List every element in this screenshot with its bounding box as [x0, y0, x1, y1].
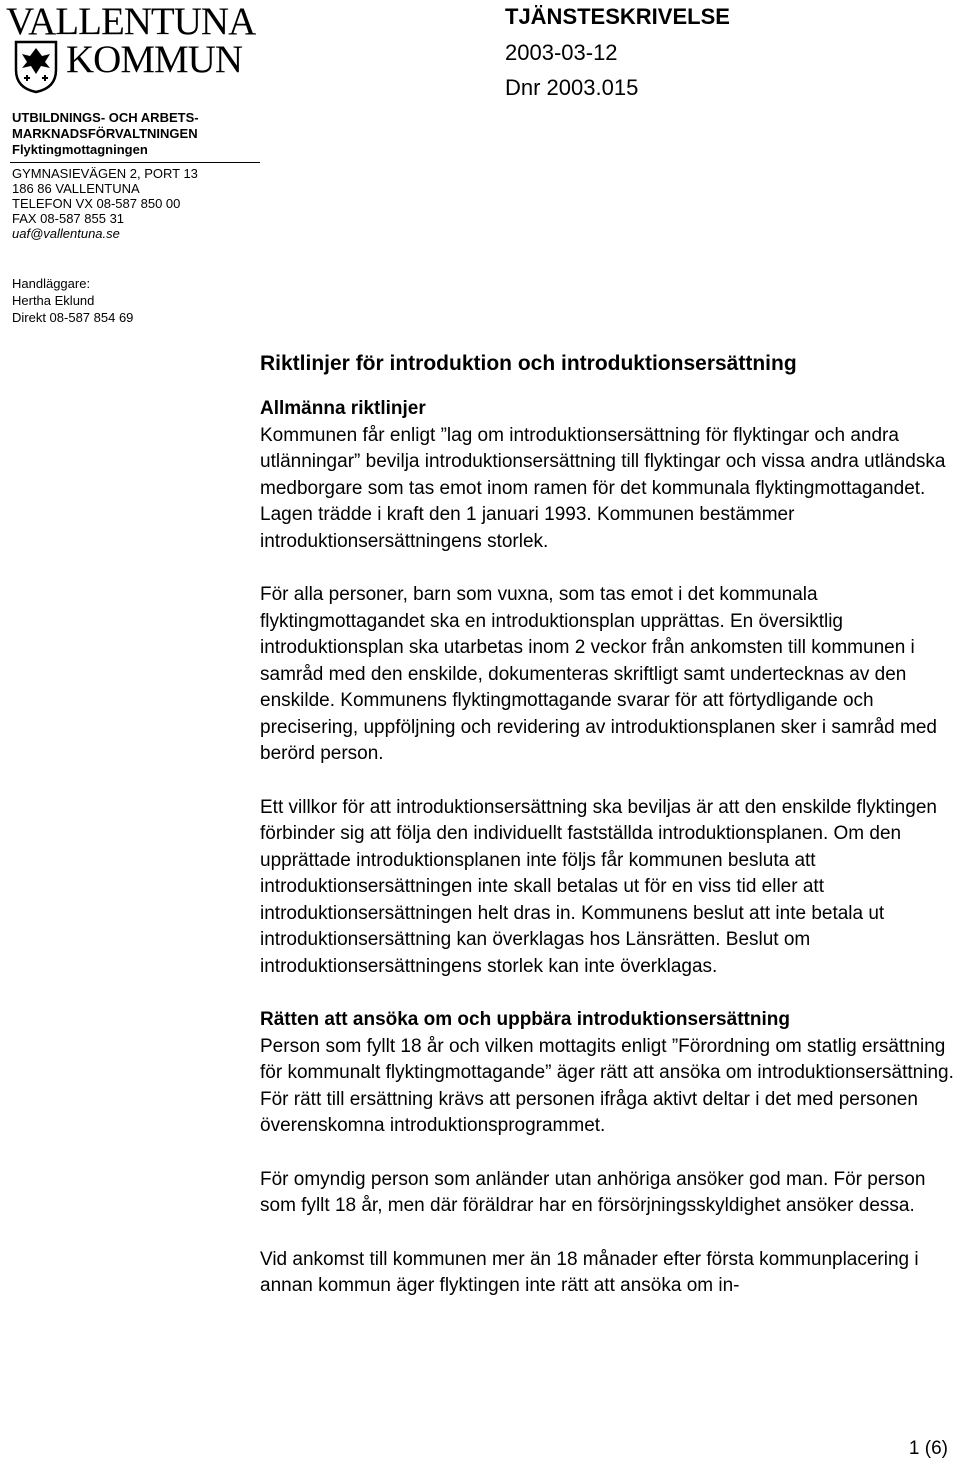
org-line-1: UTBILDNINGS- OCH ARBETS-	[12, 110, 199, 125]
handler-name: Hertha Eklund	[12, 293, 95, 308]
address-line-1: GYMNASIEVÄGEN 2, PORT 13	[12, 166, 198, 181]
document-reference-number: Dnr 2003.015	[505, 75, 639, 100]
address-line-4: FAX 08-587 855 31	[12, 211, 125, 226]
org-line-2: MARKNADSFÖRVALTNINGEN	[12, 126, 198, 141]
document-body	[260, 350, 960, 1300]
organization-block	[12, 110, 199, 158]
paragraph: För omyndig person som anländer utan anhöriga ansöker god man. För person som fyllt 18 år, men där föräldrar har en försörjningsskyldighet ansöker dessa.	[260, 1168, 926, 1216]
address-line-2: 186 86 VALLENTUNA	[12, 181, 140, 196]
paragraph: Kommunen får enligt ”lag om introduktionsersättning för flyktingar och andra utlänningar” bevilja introduktionsersättning till flyktingar och vissa andra utländska medborgare som tas emot inom ramen för det kommunala flyktingmottagandet. Lagen trädde i kraft den 1 januari 1993. Kommunen bestämmer introduktionsersättningens storlek.	[260, 424, 946, 552]
handler-block	[12, 275, 133, 326]
coat-of-arms-icon	[14, 40, 58, 94]
document-type: TJÄNSTESKRIVELSE	[505, 4, 730, 29]
section-heading-right-to-apply: Rätten att ansöka om och uppbära introduktionsersättning	[260, 1009, 790, 1030]
handler-label: Handläggare:	[12, 276, 91, 291]
paragraph: För alla personer, barn som vuxna, som tas emot i det kommunala flyktingmottagandet ska en introduktionsplan upprättas. En översiktlig introduktionsplan ska utarbetas inom 2 veckor från ankomsten till kommunen i samråd med den enskilde, dokumenteras skriftligt samt undertecknas av den enskilde. Kommunens flyktingmottagande svarar för att förtydligande och precisering, uppföljning och revidering av introduktionsplanen sker i samråd med berörd person.	[260, 584, 937, 764]
document-date: 2003-03-12	[505, 40, 618, 65]
document-title: Riktlinjer för introduktion och introduktionsersättning	[260, 352, 797, 375]
logo-text-line1: VALLENTUNA	[6, 0, 256, 43]
municipality-logo	[6, 0, 256, 94]
page-number: 1 (6)	[908, 1438, 948, 1459]
handler-direct-phone: Direkt 08-587 854 69	[12, 310, 134, 325]
email-address: uaf@vallentuna.se	[12, 226, 120, 241]
paragraph: Vid ankomst till kommunen mer än 18 månader efter första kommunplacering i annan kommun äger flyktingen inte rätt att ansöka om in-	[260, 1248, 919, 1296]
org-line-3: Flyktingmottagningen	[12, 142, 148, 157]
section-heading-general: Allmänna riktlinjer	[260, 398, 426, 419]
address-line-3: TELEFON VX 08-587 850 00	[12, 196, 181, 211]
header-divider	[10, 162, 260, 163]
logo-text-line2: KOMMUN	[66, 38, 243, 81]
address-block	[12, 166, 198, 241]
paragraph: Person som fyllt 18 år och vilken mottagits enligt ”Förordning om statlig ersättning för kommunalt flyktingmottagande” äger rätt att ansöka om introduktionsersättning. För rätt till ersättning krävs att personen ifråga aktivt deltar i det med personen överenskomna introduktionsprogrammet.	[260, 1035, 954, 1136]
paragraph: Ett villkor för att introduktionsersättning ska beviljas är att den enskilde flyktingen förbinder sig att följa den individuellt fastställda introduktionsplanen. Om den upprättade introduktionsplanen inte följs får kommunen besluta att introduktionsersättningen inte skall betalas ut för en viss tid eller att introduktionsersättningen helt dras in. Kommunens beslut att inte betala ut introduktionsersättning kan överklagas hos Länsrätten. Beslut om introduktionsersättningens storlek kan inte överklagas.	[260, 796, 937, 977]
